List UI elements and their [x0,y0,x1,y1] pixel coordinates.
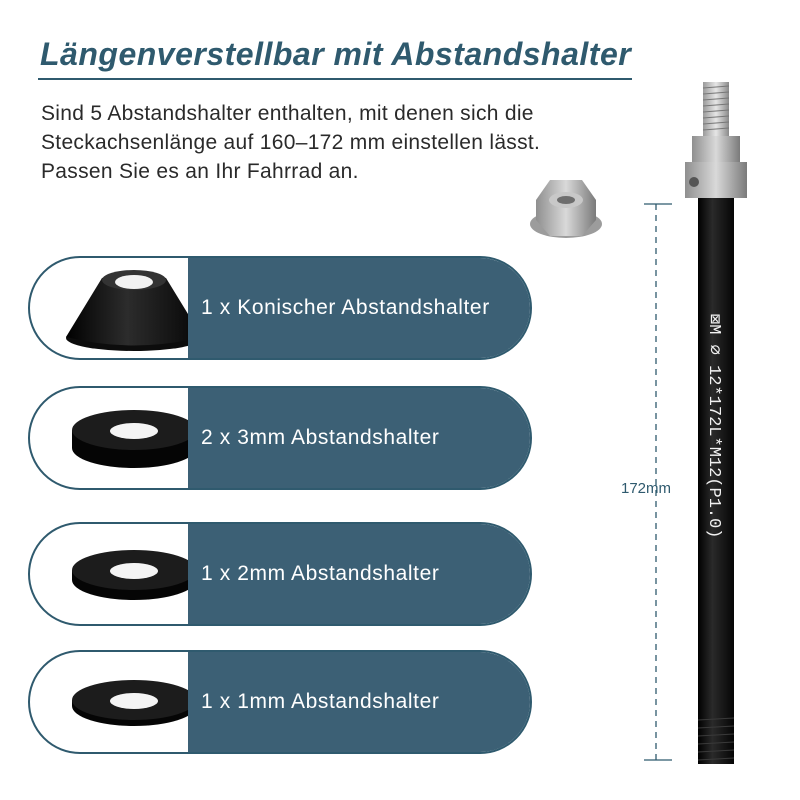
spacer-label-panel [188,388,530,488]
intro-line-3: Passen Sie es an Ihr Fahrrad an. [41,160,359,183]
spacer-row-conical [28,256,532,360]
top-thread-icon [703,82,729,138]
spacer-row-2mm [28,522,532,626]
spacer-label-2mm: 1 x 2mm Abstandshalter [201,562,440,585]
intro-line-2: Steckachsenlänge auf 160–172 mm einstellen lässt. [41,131,541,154]
page-title: Längenverstellbar mit Abstandshalter [40,36,632,72]
conical-spacer-icon [30,258,188,358]
flange-nut-icon [530,180,602,238]
spacer-label-3mm: 2 x 3mm Abstandshalter [201,426,440,449]
spacer-2mm-icon [30,524,188,624]
spacer-3mm-icon [30,388,188,488]
intro-line-1: Sind 5 Abstandshalter enthalten, mit denen sich die [41,102,534,125]
thru-axle-illustration [520,70,800,800]
spacer-label-panel [188,652,530,752]
spacer-label-1mm: 1 x 1mm Abstandshalter [201,690,440,713]
spacer-label-panel [188,524,530,624]
spacer-1mm-icon [30,652,188,752]
axle-marking: ⊠M ∅ 12*172L*M12(P1.0) [704,314,723,539]
spacer-row-3mm [28,386,532,490]
spacer-row-1mm [28,650,532,754]
spacer-label-panel [188,258,530,358]
dimension-label: 172mm [621,480,672,497]
axle-collar-icon [685,136,747,198]
spacer-label-conical: 1 x Konischer Abstandshalter [201,296,490,319]
